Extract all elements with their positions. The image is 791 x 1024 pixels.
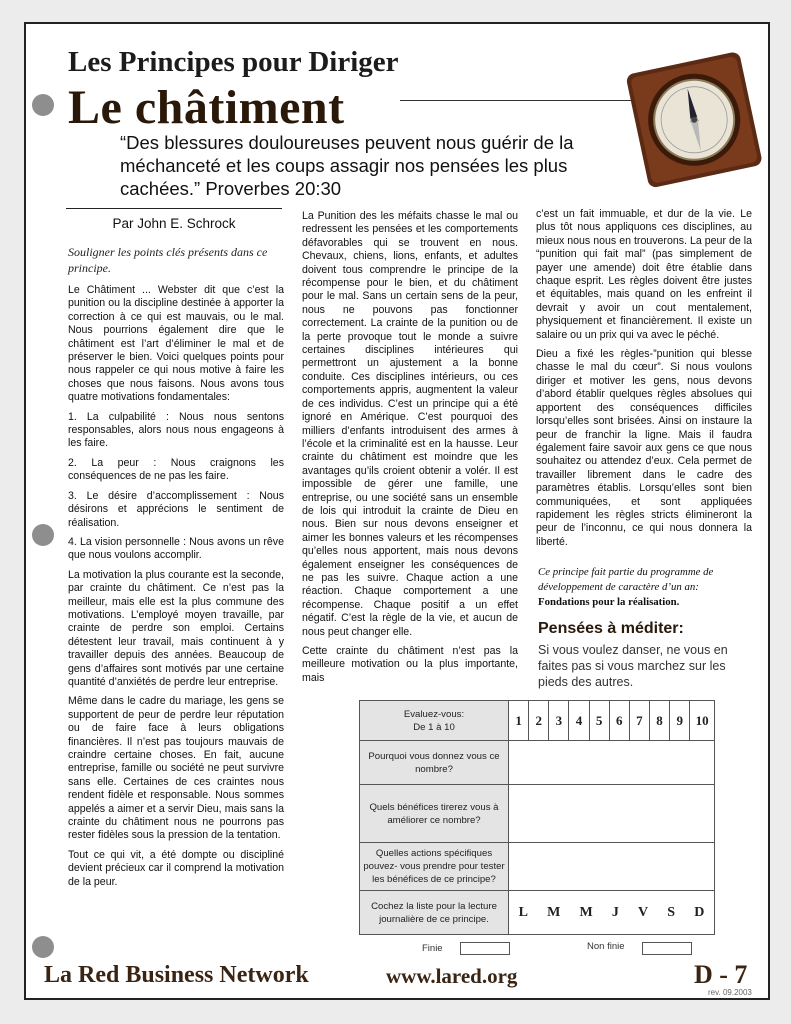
- article-column-3: [536, 208, 752, 555]
- paragraph: Dieu a fixé les règles-”punition qui blesse chasse le mal du cœur”. Si nous voulons diriger et motiver les gens, nous devons d’abord établir quelques règles absolues qui apportent des conséquences difficiles lorsqu’elles sont brisées. Ainsi on instaure la peur de franchir la ligne. Mais il faudra également faire savoir aux gens ce que nous souhaitez ou attendez d’eux. Cela permet de travailler librement dans le cadre des paramètres établis. Lorsqu’elles sont bien communiquées, et sont appliquées rapidement les règles stricts élimineront la peur de l’inconnu, ce qui nous donnera la liberté.: [536, 348, 752, 548]
- title-rule: [400, 100, 640, 101]
- day-tuesday[interactable]: M: [547, 904, 561, 920]
- article-column-2: [302, 210, 518, 691]
- binder-hole: [32, 94, 54, 116]
- not-done-checkbox[interactable]: [642, 942, 692, 955]
- paragraph: La Punition des les méfaits chasse le mal ou redressent les pensées et les comportements défavorables qui se trouvent en nous. Chevaux, chiens, lions, enfants, et adultes doivent tous comprendre le principe de la récompense pour le bien, et du châtiment pour le mal. Sans un certain sens de la peur, nous ne pouvons pas fonctionner correctement. La crainte de la punition ou de la perte provoque tout le monde a suivre certaines disciplines intérieures qui permettront un ajustement a la bonne conduite. Ces disciplines intérieurs, ou ces comportements appris, augmentent la valeur de ces individus. C’est un principe qui a été ignoré en Amérique. C’est pourquoi des milliers d’enfants introduisent des armes à l’école et la criminalité est en la hausse. Leur crainte du châtiment est moindre que les avantages qu’ils croient obtenir a volér. Il est impossible de gérer une famille, une entreprise, ou une société sans un ensemble de lois qui introduit la crainte de Dieu en nous. Bien sur nous devons enseigner et aimer les bonnes valeurs et les récompenses qu’elles nous apportent, mais nous devons également enseigner les conséquences de ne pas les suivre. Chaque action a une réaction. Chaque comportement a une récompense. Chaque positif a un effet négatif. C’est la règle de la vie, et aucun de nous peut changer elle.: [302, 210, 518, 638]
- credit-text: Ce principe fait partie du programme de développement de caractère d’un an:: [538, 566, 714, 593]
- score-6[interactable]: 6: [609, 701, 629, 741]
- article-column-1: [68, 284, 284, 895]
- footer-url: www.lared.org: [386, 964, 518, 988]
- answer-actions-field[interactable]: [509, 843, 715, 891]
- evaluate-prompt-cell: [360, 701, 509, 741]
- done-label: Finie: [422, 943, 443, 954]
- answer-why-field[interactable]: [509, 741, 715, 785]
- page-title: Le châtiment: [68, 81, 345, 134]
- opening-quote: “Des blessures douloureuses peuvent nous guérir de la méchanceté et les coups assagir nos pensées les plus cachées.” Proverbes 20:30: [120, 132, 574, 199]
- binder-hole: [32, 524, 54, 546]
- day-friday[interactable]: V: [637, 904, 649, 920]
- evaluate-range: De 1 à 10: [413, 721, 455, 733]
- footer-page-code: D - 7: [694, 960, 748, 989]
- score-4[interactable]: 4: [569, 701, 589, 741]
- score-8[interactable]: 8: [649, 701, 669, 741]
- question-checklist: Cochez la liste pour la lecture journalière de ce principe.: [360, 891, 509, 935]
- reading-checklist: [509, 891, 715, 935]
- paragraph: La motivation la plus courante est la seconde, par crainte du châtiment. Ce n’est pas la meilleur, mais elle est la plus commune des motivations. L’employé moyen travaille, par crainte de perdre son emploi. Certains détestent leur travail, mais continuent à y travailler depuis des années. Beaucoup de gens d’affaires sont motivés par une certaine quantité d’anxiétés de perdre leur entreprise.: [68, 568, 284, 688]
- revision-date: rev. 09.2003: [708, 988, 752, 997]
- paragraph: 3. Le désire d’accomplissement : Nous désirons et apprécions le sentiment de réalisation.: [68, 489, 284, 529]
- done-checkbox[interactable]: [460, 942, 510, 955]
- score-3[interactable]: 3: [549, 701, 569, 741]
- score-1[interactable]: 1: [509, 701, 529, 741]
- paragraph: 1. La culpabilité : Nous nous sentons responsables, alors nous nous engageons à les faire.: [68, 410, 284, 450]
- question-why: Pourquoi vous donnez vous ce nombre?: [360, 741, 509, 785]
- evaluate-prompt: Evaluez-vous:: [403, 708, 465, 720]
- answer-benefits-field[interactable]: [509, 785, 715, 843]
- compass-icon: [618, 44, 768, 194]
- author-byline: Par John E. Schrock: [112, 216, 236, 231]
- paragraph: Cette crainte du châtiment n’est pas la meilleure motivation ou la plus importante, mais: [302, 645, 518, 684]
- instruction-note: Souligner les points clés présents dans ce principe.: [68, 245, 268, 275]
- question-benefits: Quels bénéfices tirerez vous à améliorer ce nombre?: [360, 785, 509, 843]
- score-2[interactable]: 2: [529, 701, 549, 741]
- not-done-label: Non finie: [587, 941, 625, 952]
- paragraph: 4. La vision personnelle : Nous avons un rêve que nous voulons accomplir.: [68, 535, 284, 562]
- day-wednesday[interactable]: M: [579, 904, 593, 920]
- day-thursday[interactable]: J: [611, 904, 619, 920]
- day-sunday[interactable]: D: [694, 904, 705, 920]
- program-credit: [538, 565, 754, 610]
- paragraph: c’est un fait immuable, et dur de la vie. Le plus tôt nous appliquons ces disciplines, au mieux nous nous en trouverons. La peur de la “punition qui fait mal” (pas simplement de payer une amende) doit être établie dans chaque esprit. Les règles doivent être justes et équitables, mais quand on les enfreint il devrait y avoir un cout mentalement, physiquement et financièrement. Il existe un salaire ou un prix qui va avec le péché.: [536, 208, 752, 341]
- score-10[interactable]: 10: [690, 701, 715, 741]
- day-monday[interactable]: L: [518, 904, 528, 920]
- footer-network: La Red Business Network: [44, 962, 309, 988]
- paragraph: 2. La peur : Nous craignons les conséquences de ne pas les faire.: [68, 456, 284, 483]
- score-7[interactable]: 7: [629, 701, 649, 741]
- score-5[interactable]: 5: [589, 701, 609, 741]
- day-saturday[interactable]: S: [667, 904, 676, 920]
- program-name: Fondations pour la réalisation.: [538, 596, 680, 608]
- series-title: Les Principes pour Diriger: [68, 46, 399, 78]
- byline-rule: [66, 208, 282, 209]
- thoughts-text: Si vous voulez danser, ne vous en faites pas si vous marchez sur les pieds des autres.: [538, 643, 728, 689]
- paragraph: Même dans le cadre du mariage, les gens se supportent de peur de perdre leur réputation ou de faire face à leurs obligations financières. Il n’est pas toujours mauvais de craindre certaine choses. En fait, aucune entreprise, famille ou société ne peut survivre sans elle. Certaines de ces craintes nous rendent fidèle et responsable. Nous sommes appelés a aimer et a servir Dieu, mais sans la crainte du châtiment nous ne pourrons pas rester fidèles sous la pression de la tentation.: [68, 695, 284, 842]
- thoughts-heading: Pensées à méditer:: [538, 620, 684, 637]
- question-actions: Quelles actions spécifiques pouvez- vous prendre pour tester les bénéfices de ce principe?: [360, 843, 509, 891]
- score-9[interactable]: 9: [670, 701, 690, 741]
- binder-hole: [32, 936, 54, 958]
- self-evaluation-table: [359, 700, 715, 935]
- paragraph: Le Châtiment ... Webster dit que c’est la punition ou la discipline destinée à apporter la correction à ce qui est mauvais, ou le mal. Nous pourrions également dire que le châtiment est l’art d’éliminer le mal et de préserver le bien. Voici quelques points pour nous rappeler ce qui nous motive à faire les choses que nous faisons. Nous avons tous quatre motivations fondamentales:: [68, 284, 284, 404]
- paragraph: Tout ce qui vit, a été dompte ou discipliné devient précieux car il comprend la motivation de la peur.: [68, 848, 284, 888]
